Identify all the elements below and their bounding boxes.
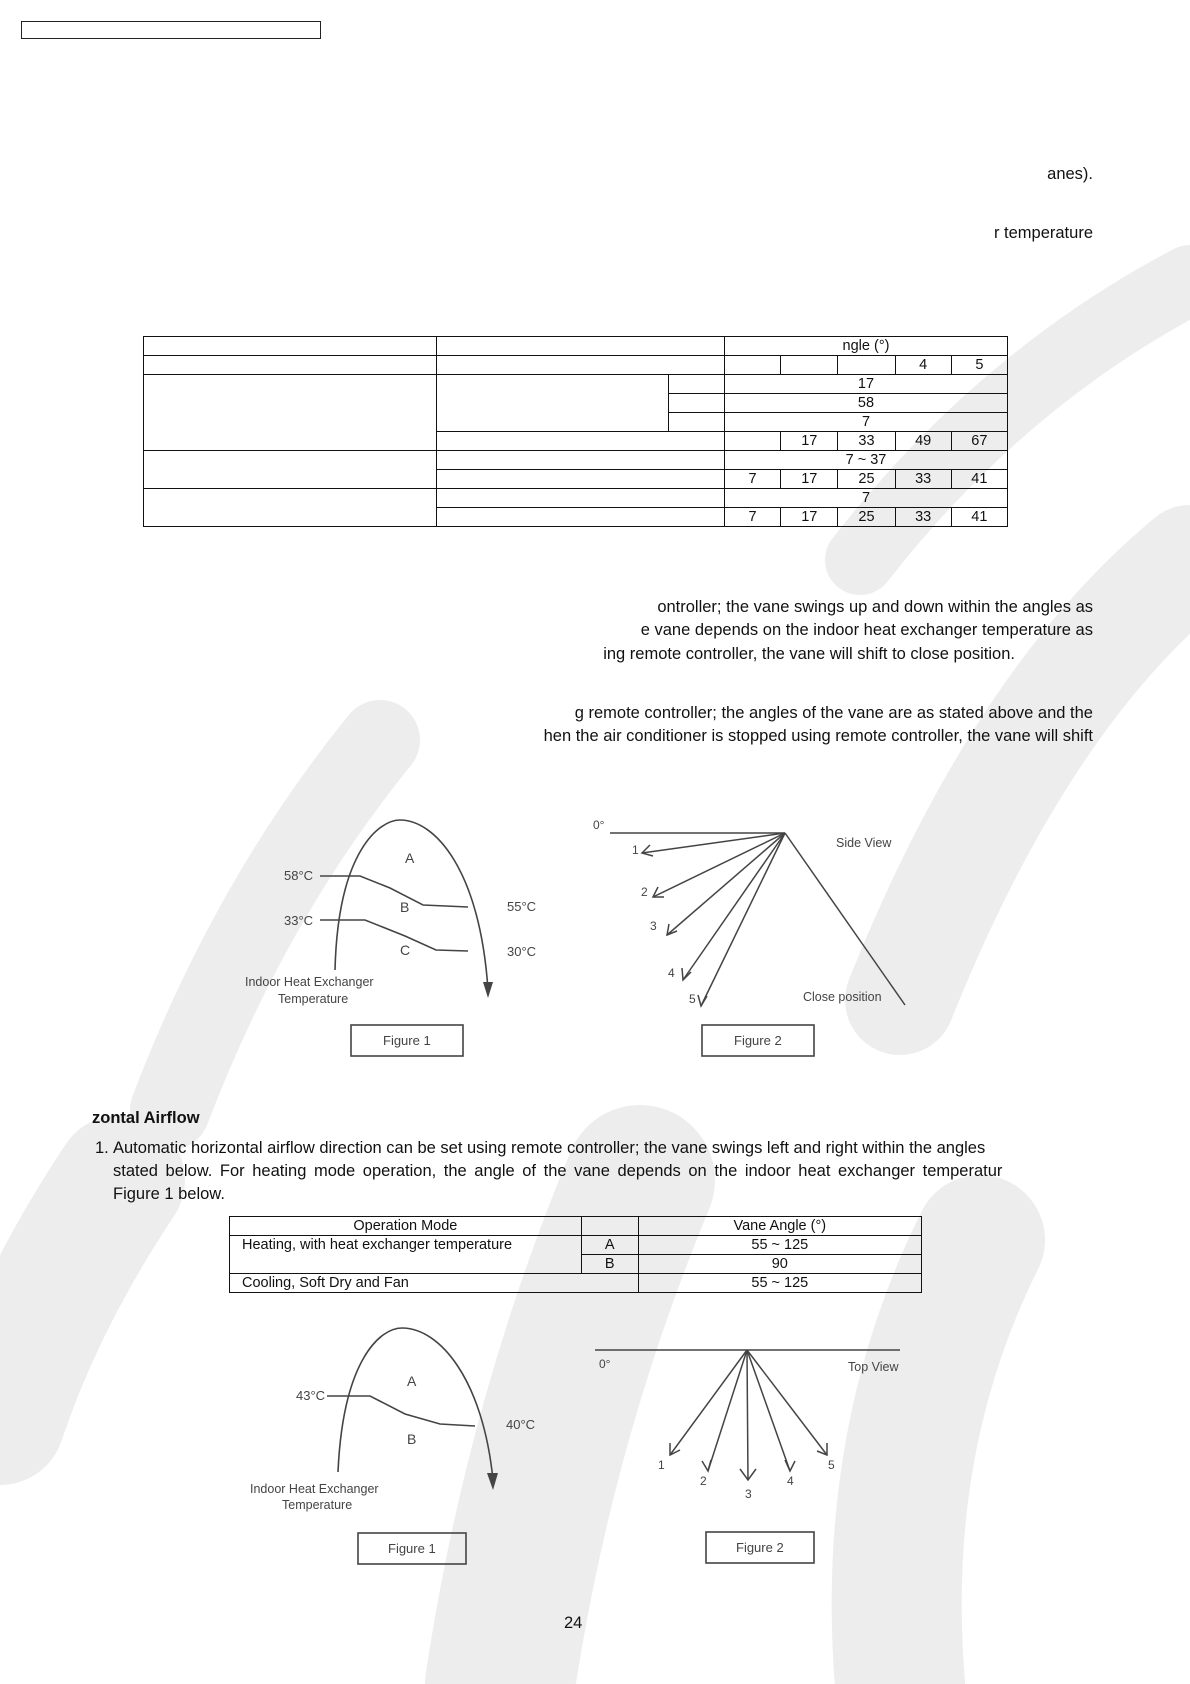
item-line-1: Automatic horizontal airflow direction can be set using remote controller; the vane swings left and right within the angles <box>113 1139 986 1157</box>
angle-header: ngle (°) <box>725 337 1008 356</box>
item-line-2: stated below. For heating mode operation, the angle of the vane depends on the indoor heat exchanger temperatur <box>113 1162 1003 1180</box>
svg-text:Figure 1: Figure 1 <box>383 1033 431 1048</box>
svg-text:Top View: Top View <box>848 1360 899 1374</box>
horizontal-vane-table <box>229 1216 922 1293</box>
svg-text:2: 2 <box>641 885 648 899</box>
vertical-fragment-2: r temperature <box>993 224 1093 242</box>
vertical-figure-1 <box>230 810 550 1060</box>
table-row: 4 5 <box>144 356 1008 375</box>
table-row <box>144 337 1008 356</box>
para1-line2: e vane depends on the indoor heat exchanger temperature as <box>640 621 1093 639</box>
item-number: 1. <box>95 1139 109 1157</box>
para1-line3: ing remote controller, the vane will shift to close position. <box>603 645 1015 663</box>
svg-text:Indoor Heat Exchanger: Indoor Heat Exchanger <box>245 975 374 989</box>
page-number: 24 <box>564 1614 583 1632</box>
svg-text:Figure 2: Figure 2 <box>734 1033 782 1048</box>
table-row: 17 <box>144 375 1008 394</box>
svg-text:B: B <box>407 1431 417 1447</box>
svg-text:Figure 2: Figure 2 <box>736 1540 784 1555</box>
svg-text:A: A <box>407 1373 417 1389</box>
table-row: Operation Mode Vane Angle (°) <box>230 1217 922 1236</box>
table-row: 7 <box>144 413 1008 432</box>
svg-text:40°C: 40°C <box>506 1417 536 1432</box>
vertical-figure-2 <box>585 810 925 1060</box>
svg-text:33°C: 33°C <box>284 913 314 928</box>
svg-text:4: 4 <box>787 1474 794 1488</box>
svg-text:Temperature: Temperature <box>278 992 349 1006</box>
svg-text:B: B <box>400 899 410 915</box>
para2-line2: hen the air conditioner is stopped using remote controller, the vane will shift <box>543 727 1093 745</box>
horizontal-figure-1 <box>235 1320 555 1570</box>
svg-text:Indoor Heat Exchanger: Indoor Heat Exchanger <box>250 1482 379 1496</box>
table-row: 7 17 25 33 41 <box>144 508 1008 527</box>
svg-text:55°C: 55°C <box>507 899 537 914</box>
svg-text:43°C: 43°C <box>296 1388 326 1403</box>
vertical-vane-table <box>143 336 1008 527</box>
svg-text:Close position: Close position <box>803 990 882 1004</box>
svg-text:Figure 1: Figure 1 <box>388 1541 436 1556</box>
svg-text:Temperature: Temperature <box>282 1498 353 1512</box>
table-row: 17 33 49 67 <box>144 432 1008 451</box>
table-row: Heating, with heat exchanger temperature A 55 ~ 125 <box>230 1236 922 1255</box>
svg-text:0°: 0° <box>593 818 605 832</box>
svg-text:1: 1 <box>632 843 639 857</box>
header-box <box>21 21 321 39</box>
svg-text:Side View: Side View <box>836 836 892 850</box>
item-line-3: Figure 1 below. <box>113 1185 225 1203</box>
table-row: 58 <box>144 394 1008 413</box>
svg-text:5: 5 <box>689 992 696 1006</box>
svg-text:3: 3 <box>650 919 657 933</box>
table-row: Cooling, Soft Dry and Fan 55 ~ 125 <box>230 1274 922 1293</box>
svg-text:2: 2 <box>700 1474 707 1488</box>
svg-text:30°C: 30°C <box>507 944 537 959</box>
svg-text:4: 4 <box>668 966 675 980</box>
horizontal-airflow-title: zontal Airflow <box>92 1109 200 1127</box>
svg-text:C: C <box>400 942 411 958</box>
svg-text:0°: 0° <box>599 1357 611 1371</box>
table-row: 7 <box>144 489 1008 508</box>
svg-text:A: A <box>405 850 415 866</box>
table-row: 7 17 25 33 41 <box>144 470 1008 489</box>
svg-text:58°C: 58°C <box>284 868 314 883</box>
horizontal-figure-2 <box>590 1335 910 1570</box>
svg-text:3: 3 <box>745 1487 752 1501</box>
para1-line1: ontroller; the vane swings up and down within the angles as <box>657 598 1093 616</box>
svg-text:5: 5 <box>828 1458 835 1472</box>
svg-text:1: 1 <box>658 1458 665 1472</box>
vertical-fragment-1: anes). <box>1047 165 1093 183</box>
para2-line1: g remote controller; the angles of the vane are as stated above and the <box>574 704 1093 722</box>
table-row: B 90 <box>230 1255 922 1274</box>
table-row: 7 ~ 37 <box>144 451 1008 470</box>
